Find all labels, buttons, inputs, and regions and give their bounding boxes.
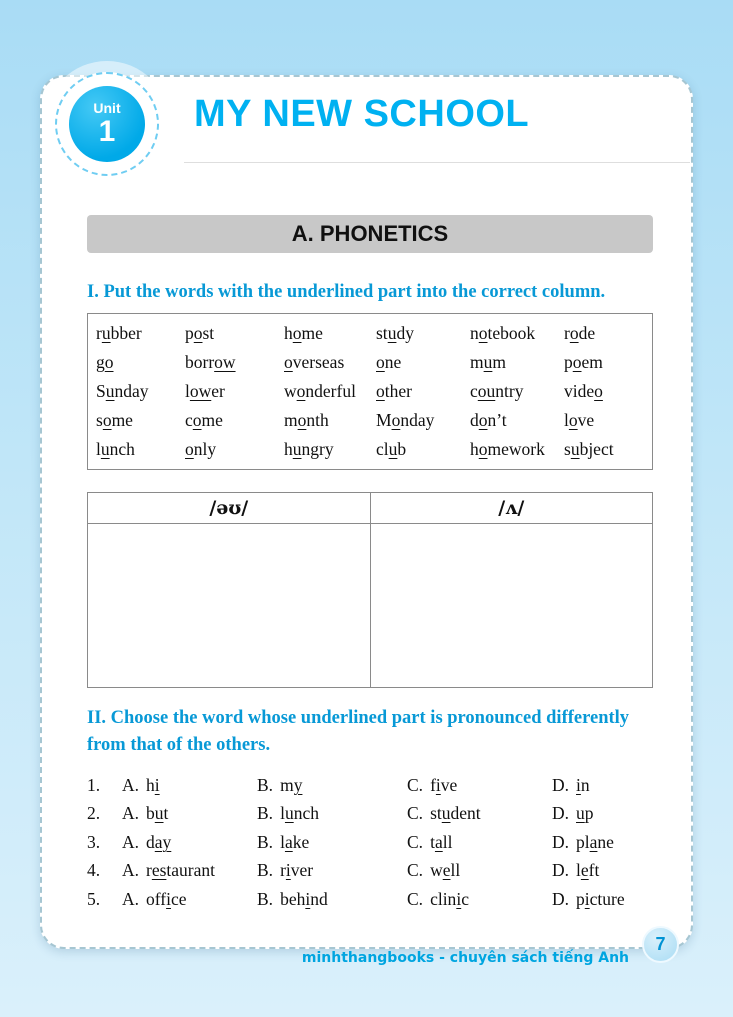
word-item: g o [96, 352, 114, 372]
option-label: D. [552, 803, 570, 824]
page-title: MY NEW SCHOOL [194, 93, 530, 135]
mc-option: B. behind [257, 888, 328, 909]
word-item: s u bject [564, 439, 614, 459]
word-item: m o nth [284, 410, 329, 430]
word-item: S u nday [96, 381, 149, 401]
word-item: o verseas [284, 352, 345, 372]
word-item: borr ow [185, 352, 236, 372]
mc-option: D. in [552, 774, 590, 795]
option-label: B. [257, 831, 274, 852]
option-label: B. [257, 888, 274, 909]
mc-row [87, 857, 673, 886]
word-item: o ne [376, 352, 402, 372]
word-item: st u dy [376, 323, 414, 343]
mc-option: D. picture [552, 888, 625, 909]
word-item: vide o [564, 381, 603, 401]
word-item: p o st [185, 323, 215, 343]
mc-row [87, 771, 673, 800]
word-item: l ow er [185, 381, 225, 401]
footer-text: minhthangbooks - chuyên sách tiếng Anh [301, 950, 629, 966]
column-header-ou: /əʊ/ [88, 493, 371, 524]
mc-option: A. but [122, 803, 169, 824]
word-item: r u bber [96, 323, 142, 343]
worksheet-card [40, 75, 693, 949]
option-label: C. [407, 888, 424, 909]
mc-option: C. clinic [407, 888, 469, 909]
word-item: p o em [564, 352, 603, 372]
mc-option: A. hi [122, 774, 160, 795]
unit-number: 1 [98, 114, 116, 148]
column-header-uh: /ʌ/ [370, 493, 653, 524]
unit-label: Unit [93, 100, 121, 117]
option-label: D. [552, 831, 570, 852]
word-item: c o me [185, 410, 223, 430]
mc-option: A. day [122, 831, 172, 852]
option-label: C. [407, 831, 424, 852]
mc-option: C. well [407, 860, 461, 881]
option-label: C. [407, 860, 424, 881]
mc-option: A. restaurant [122, 860, 216, 881]
word-item: c ou ntry [470, 381, 524, 401]
word-item: h u ngry [284, 439, 334, 459]
word-item: s o me [96, 410, 133, 430]
mc-row [87, 800, 673, 829]
item-number: 2. [87, 803, 101, 824]
page-number-badge [642, 926, 679, 963]
word-item: m u m [470, 352, 506, 372]
exercise2-heading-line2: from that of the others. [87, 735, 271, 755]
word-item: r o de [564, 323, 596, 343]
word-item: h o mework [470, 439, 545, 459]
multiple-choice-list [87, 771, 673, 914]
mc-option: A. office [122, 888, 187, 909]
word-item: w o nderful [284, 381, 356, 401]
mc-option: C. student [407, 803, 481, 824]
option-label: D. [552, 860, 570, 881]
mc-option: D. up [552, 803, 594, 824]
mc-option: B. river [257, 860, 314, 881]
mc-option: B. lake [257, 831, 310, 852]
option-label: A. [122, 803, 140, 824]
item-number: 1. [87, 774, 101, 795]
answer-cell-ou [88, 524, 371, 688]
word-item: l u nch [96, 439, 135, 459]
page-number: 7 [655, 934, 666, 954]
option-label: C. [407, 803, 424, 824]
unit-badge-core [69, 86, 145, 162]
section-a-header: A. PHONETICS [87, 215, 653, 253]
word-item: d o n’t [470, 410, 507, 430]
word-item: M o nday [376, 410, 435, 430]
phonetics-table [87, 492, 653, 688]
option-label: A. [122, 888, 140, 909]
mc-option: B. lunch [257, 803, 319, 824]
exercise1-heading: I. Put the words with the underlined part into the correct column. [87, 282, 606, 302]
mc-option: C. five [407, 774, 458, 795]
item-number: 4. [87, 860, 101, 881]
option-label: B. [257, 860, 274, 881]
unit-badge [44, 61, 170, 187]
word-box [87, 313, 653, 470]
option-label: D. [552, 774, 570, 795]
option-label: B. [257, 774, 274, 795]
mc-option: D. plane [552, 831, 614, 852]
option-label: C. [407, 774, 424, 795]
option-label: B. [257, 803, 274, 824]
mc-option: B. my [257, 774, 303, 795]
option-label: A. [122, 860, 140, 881]
header-divider [184, 162, 690, 163]
option-label: A. [122, 831, 140, 852]
item-number: 5. [87, 888, 101, 909]
item-number: 3. [87, 831, 101, 852]
word-item: n o tebook [470, 323, 536, 343]
mc-option: C. tall [407, 831, 453, 852]
word-item: o nly [185, 439, 217, 459]
exercise2-heading [87, 705, 662, 759]
word-item: o ther [376, 381, 412, 401]
word-item: l o ve [564, 410, 595, 430]
answer-cell-uh [370, 524, 653, 688]
option-label: D. [552, 888, 570, 909]
exercise2-heading-line1: II. Choose the word whose underlined part is pronounced differently [87, 708, 630, 728]
option-label: A. [122, 774, 140, 795]
word-item: h o me [284, 323, 323, 343]
mc-row [87, 885, 673, 914]
mc-row [87, 828, 673, 857]
mc-option: D. left [552, 860, 600, 881]
word-item: cl u b [376, 439, 407, 459]
